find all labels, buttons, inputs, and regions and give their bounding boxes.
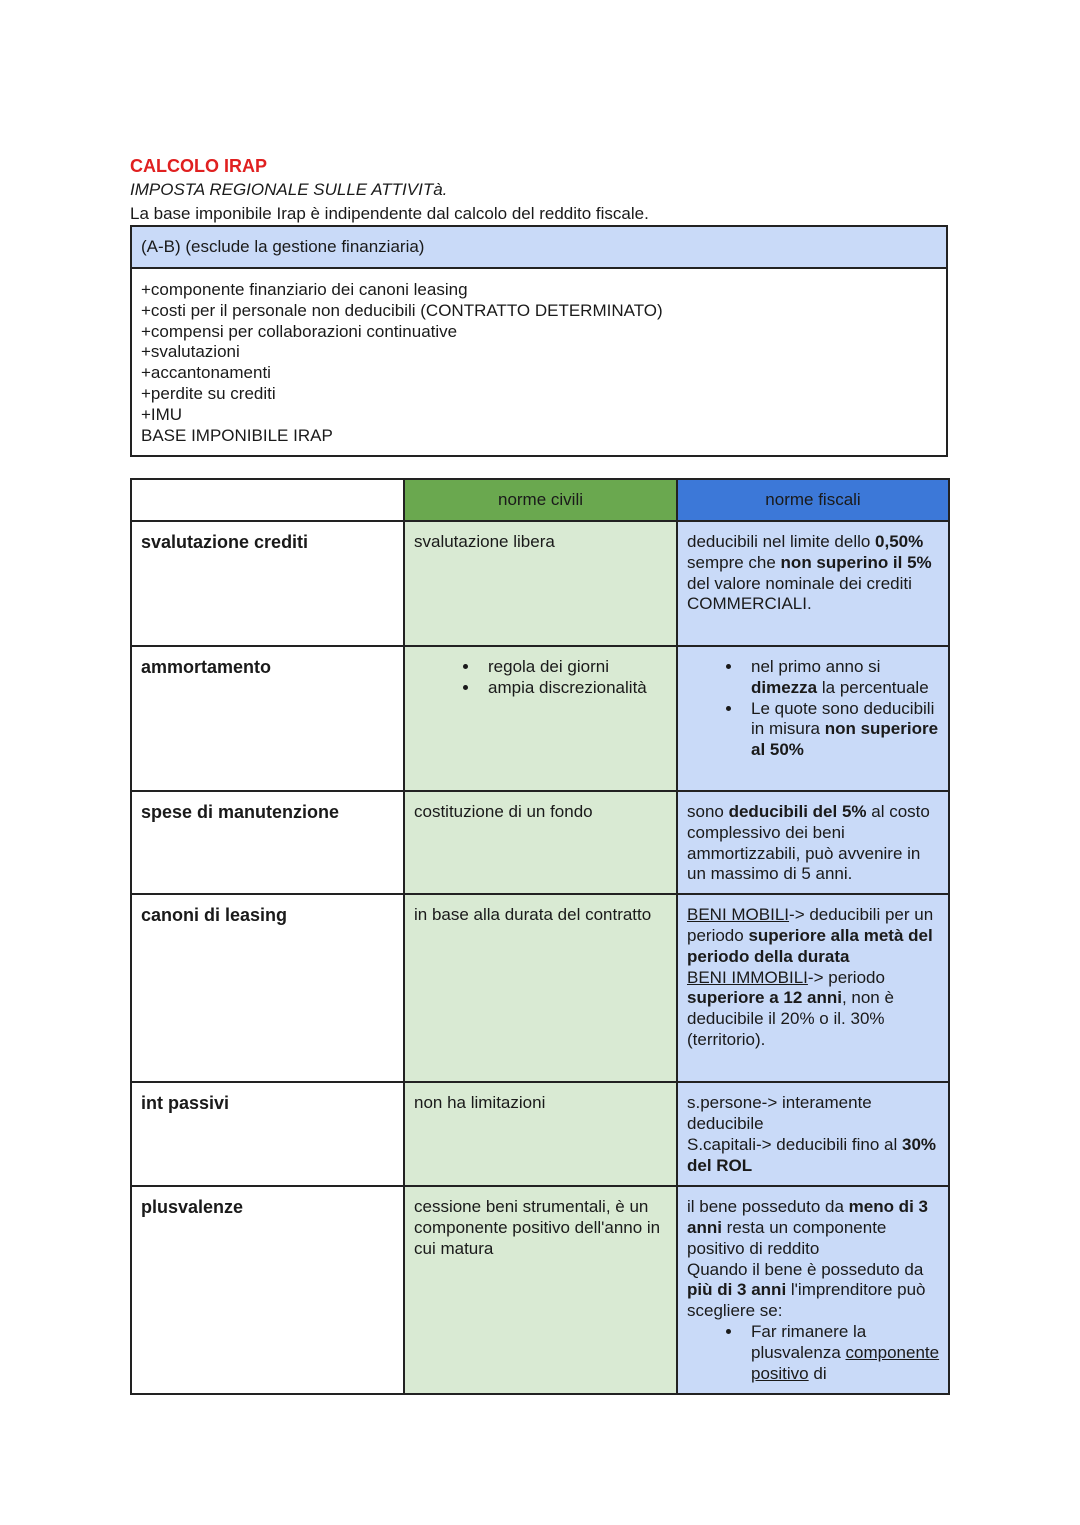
list-item: • regola dei giorni [480, 657, 668, 678]
irap-line: +perdite su crediti [141, 383, 276, 403]
list-item: • Le quote sono deducibili in misura non superiore al 50% [743, 699, 940, 761]
irap-line: +IMU [141, 404, 183, 424]
header-norme-civili: norme civili [404, 479, 677, 521]
irap-box-lines [132, 269, 946, 455]
row-fiscali [677, 646, 949, 791]
page-title: CALCOLO IRAP [130, 156, 267, 176]
header-norme-fiscali: norme fiscali [677, 479, 949, 521]
table-row [131, 1082, 949, 1186]
row-civili: non ha limitazioni [404, 1082, 677, 1186]
table-header-row [131, 479, 949, 521]
table-row [131, 521, 949, 646]
row-fiscali: il bene posseduto da meno di 3 anni resta un componente positivo di reddito Quando il bene è posseduto da più di 3 anni l'imprenditore può scegliere se: • Far rimanere la plusvalenza componente positivo di [677, 1186, 949, 1394]
row-civili: svalutazione libera [404, 521, 677, 646]
irap-box-heading: (A-B) (esclude la gestione finanziaria) [132, 227, 946, 269]
row-topic: int passivi [131, 1082, 404, 1186]
irap-calculation-box [130, 225, 948, 457]
irap-line: +compensi per collaborazioni continuative [141, 321, 458, 341]
intro-text: La base imponibile Irap è indipendente dal calcolo del reddito fiscale. [130, 204, 649, 223]
list-item: • ampia discrezionalità [480, 678, 668, 699]
irap-line: +costi per il personale non deducibili (CONTRATTO DETERMINATO) [141, 300, 663, 320]
list-item: • Far rimanere la plusvalenza componente positivo di [743, 1322, 940, 1384]
row-fiscali: s.persone-> interamente deducibile S.capitali-> deducibili fino al 30% del ROL [677, 1082, 949, 1186]
row-civili: costituzione di un fondo [404, 791, 677, 894]
table-row [131, 646, 949, 791]
row-topic: ammortamento [131, 646, 404, 791]
table-row [131, 1186, 949, 1394]
row-fiscali: deducibili nel limite dello 0,50% sempre che non superino il 5% del valore nominale dei crediti COMMERCIALI. [677, 521, 949, 646]
row-fiscali: BENI MOBILI-> deducibili per un periodo superiore alla metà del periodo della durata BENI IMMOBILI-> periodo superiore a 12 anni, non è deducibile il 20% o il. 30% (territorio). [677, 894, 949, 1082]
row-civili: in base alla durata del contratto [404, 894, 677, 1082]
row-topic: spese di manutenzione [131, 791, 404, 894]
irap-line: +accantonamenti [141, 363, 271, 383]
norme-comparison-table [130, 478, 950, 1395]
row-civili: cessione beni strumentali, è un componente positivo dell'anno in cui matura [404, 1186, 677, 1394]
list-item: • nel primo anno si dimezza la percentuale [743, 657, 940, 699]
table-row [131, 894, 949, 1082]
table-row [131, 791, 949, 894]
irap-line: +svalutazioni [141, 342, 240, 362]
page-subtitle: IMPOSTA REGIONALE SULLE ATTIVITà. [130, 180, 448, 199]
row-fiscali: sono deducibili del 5% al costo complessivo dei beni ammortizzabili, può avvenire in un massimo di 5 anni. [677, 791, 949, 894]
row-civili [404, 646, 677, 791]
header-empty-cell [131, 479, 404, 521]
row-topic: svalutazione crediti [131, 521, 404, 646]
header [130, 154, 950, 226]
irap-total-line: BASE IMPONIBILE IRAP [141, 425, 333, 445]
irap-line: +componente finanziario dei canoni leasing [141, 280, 468, 299]
row-topic: plusvalenze [131, 1186, 404, 1394]
row-topic: canoni di leasing [131, 894, 404, 1082]
